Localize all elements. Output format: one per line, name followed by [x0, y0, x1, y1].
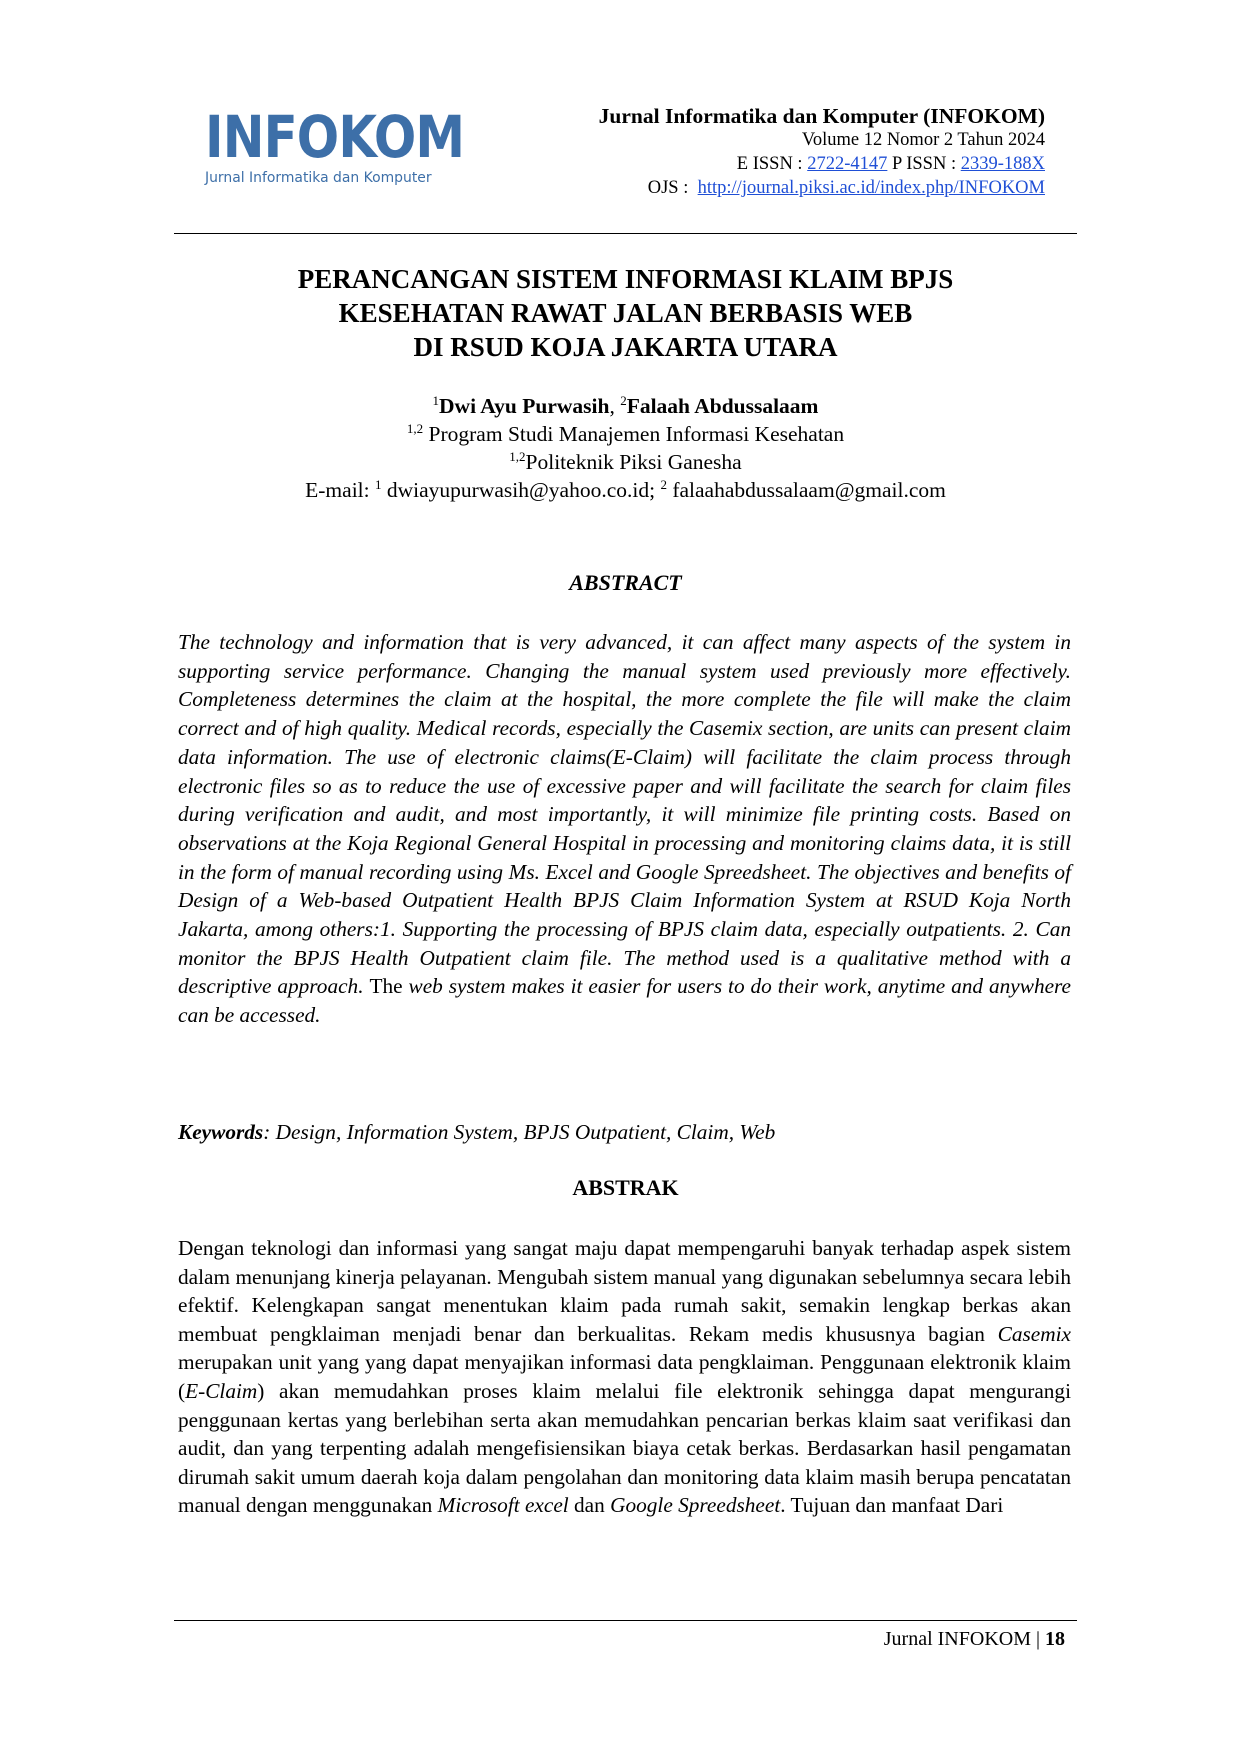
abstrak-text: ) akan memudahkan proses klaim melalui file elektronik sehingga dapat mengurangi penggunaan kertas yang berlebihan serta akan memudahkan pencarian berkas klaim saat verifikasi dan audit, dan yang terpenting adalah mengefisiensikan biaya cetak berkas. Berdasarkan hasil pengamatan dirumah sakit umum daerah koja dalam pengolahan dan monitoring data klaim masih berupa pencatatan manual dengan menggunakan — [178, 1378, 1071, 1518]
title-line: KESEHATAN RAWAT JALAN BERBASIS WEB — [338, 298, 913, 328]
abstract-body — [178, 628, 1071, 1030]
footer-journal: Jurnal INFOKOM | — [883, 1628, 1045, 1650]
author-sup: 2 — [620, 393, 627, 408]
affiliation-program — [174, 420, 1077, 448]
header-divider — [174, 233, 1077, 234]
title-line: DI RSUD KOJA JAKARTA UTARA — [413, 332, 838, 362]
abstrak-body — [178, 1234, 1071, 1520]
email-label: E-mail: — [305, 478, 375, 502]
issn-line — [599, 152, 1045, 176]
footer-divider — [174, 1620, 1077, 1621]
email-address: dwiayupurwasih@yahoo.co.id; — [381, 478, 661, 502]
abstrak-text: . Tujuan dan manfaat Dari — [780, 1493, 1004, 1518]
abstrak-italic: Google Spreedsheet — [610, 1493, 781, 1518]
abstrak-heading: ABSTRAK — [572, 1175, 679, 1200]
abstract-heading: ABSTRACT — [569, 570, 682, 595]
abstract-text: The technology and information that is very advanced, it can affect many aspects of the system in supporting service performance. Changing the manual system used previously more effectively. Completeness determines the claim at the hospital, the more complete the file will make the claim correct and of high quality. Medical records, especially the Casemix section, are units can present claim data information. The use of electronic claims(E-Claim) will facilitate the claim process through electronic files so as to reduce the use of excessive paper and will facilitate the search for claim files during verification and audit, and most importantly, it will minimize file printing costs. Based on observations at the Koja Regional General Hospital in processing and monitoring claims data, it is still in the form of manual recording using Ms. Excel and Google Spreedsheet. The objectives and benefits of Design of a Web-based Outpatient Health BPJS Claim Information System at RSUD Koja North Jakarta, among others:1. Supporting the processing of BPJS claim data, especially outpatients. 2. Can monitor the BPJS Health Outpatient claim file. The method used is a qualitative method with a descriptive approach. — [178, 630, 1071, 999]
pissn-link[interactable]: 2339-188X — [960, 154, 1045, 174]
affiliation-sup: 1,2 — [406, 421, 424, 436]
page-number: 18 — [1045, 1628, 1065, 1650]
author-sup: 1 — [432, 393, 440, 408]
journal-info — [599, 104, 1045, 200]
paper-title — [174, 262, 1077, 364]
journal-title: Jurnal Informatika dan Komputer (INFOKOM) — [598, 104, 1045, 128]
keywords-line — [178, 1118, 1071, 1146]
abstrak-text: merupakan unit yang yang dapat menyajikan informasi data pengklaiman. Penggunaan elektronik klaim ( — [178, 1350, 1071, 1403]
affiliation-text: Program Studi Manajemen Informasi Kesehatan — [423, 422, 845, 446]
email-line — [174, 476, 1077, 504]
keywords-label: Keywords — [178, 1120, 264, 1144]
logo-word: INFOKOM — [205, 103, 465, 171]
affiliation-sup: 1,2 — [509, 449, 526, 464]
abstrak-italic: E-Claim — [185, 1378, 258, 1403]
keywords-list: : Design, Information System, BPJS Outpatient, Claim, Web — [263, 1120, 776, 1144]
author-separator: , — [609, 394, 621, 418]
ojs-link[interactable]: http://journal.piksi.ac.id/index.php/INFOKOM — [697, 178, 1045, 198]
abstrak-italic: Microsoft excel — [437, 1493, 569, 1518]
ojs-label: OJS : — [647, 178, 689, 198]
logo-subtitle: Jurnal Informatika dan Komputer — [205, 170, 432, 186]
abstrak-text: dan — [568, 1493, 611, 1518]
email-sup: 1 — [375, 477, 382, 492]
affiliation-institution — [174, 448, 1077, 476]
eissn-link[interactable]: 2722-4147 — [807, 154, 888, 174]
abstrak-italic: Casemix — [997, 1321, 1071, 1346]
title-line: PERANCANGAN SISTEM INFORMASI KLAIM BPJS — [297, 264, 954, 294]
author-block — [174, 392, 1077, 504]
pissn-label: P ISSN : — [892, 154, 957, 174]
author-name: Falaah Abdussalaam — [626, 394, 819, 418]
email-sup: 2 — [660, 477, 667, 492]
email-address: falaahabdussalaam@gmail.com — [666, 478, 946, 502]
author-name: Dwi Ayu Purwasih — [439, 394, 610, 418]
author-names — [174, 392, 1077, 420]
affiliation-text: Politeknik Piksi Ganesha — [525, 450, 742, 474]
abstract-text: The — [369, 974, 403, 999]
eissn-label: E ISSN : — [736, 154, 803, 174]
abstract-text: web system makes it easier for users to do their work, anytime and anywhere can be accessed. — [178, 974, 1071, 1028]
abstrak-text: Dengan teknologi dan informasi yang sangat maju dapat mempengaruhi banyak terhadap aspek sistem dalam menunjang kinerja pelayanan. Mengubah sistem manual yang digunakan sebelumnya secara lebih efektif. Kelengkapan sangat menentukan klaim pada rumah sakit, semakin lengkap berkas akan membuat pengklaiman menjadi benar dan berkualitas. Rekam medis khususnya bagian — [178, 1236, 1071, 1346]
page-footer — [884, 1628, 1065, 1651]
infokom-logo — [205, 103, 465, 198]
journal-volume: Volume 12 Nomor 2 Tahun 2024 — [801, 130, 1045, 150]
ojs-line — [599, 176, 1045, 200]
